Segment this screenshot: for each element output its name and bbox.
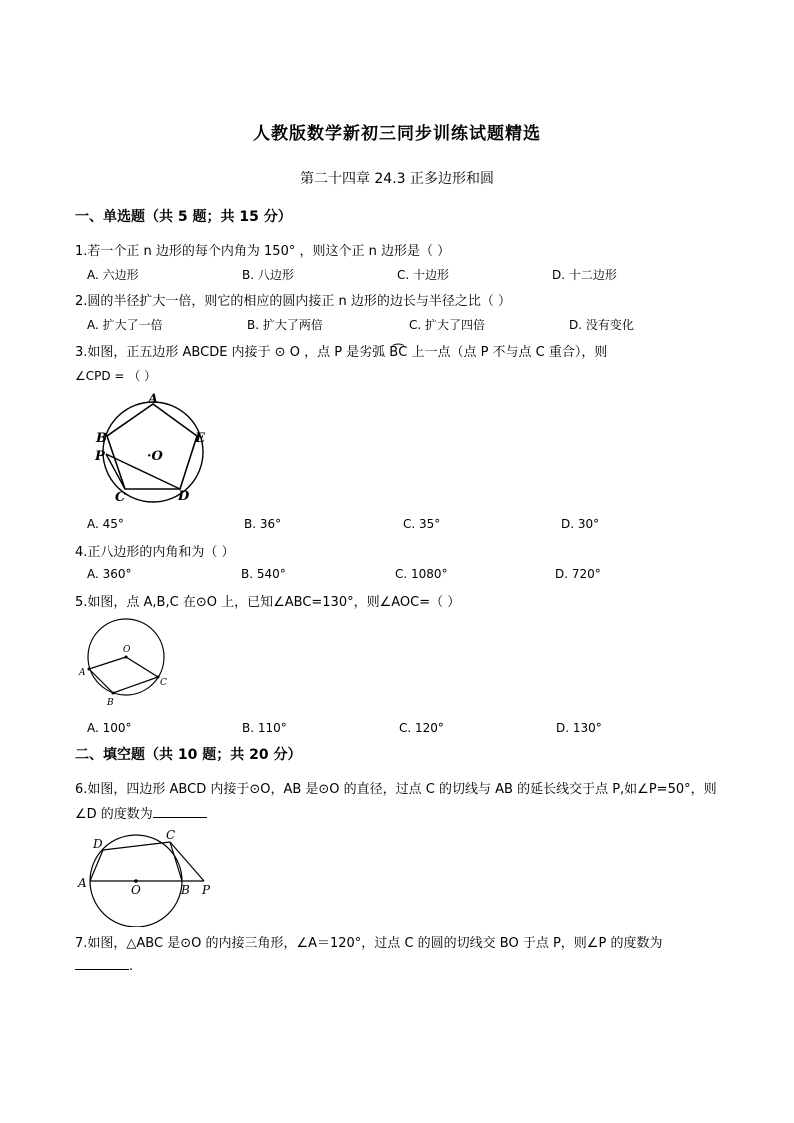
question-3-stem-line1: 3.如图，正五边形 ABCDE 内接于 ⊙ O ，点 P 是劣弧 B͡C 上一点（点 P 不与点 C 重合），则 <box>75 345 608 360</box>
q3-label-o: ·O <box>147 449 163 464</box>
question-4-option-a: A. 360° <box>87 567 132 581</box>
question-5-figure <box>76 612 176 708</box>
question-4-option-c: C. 1080° <box>395 567 448 581</box>
q6-label-o: O <box>131 883 141 897</box>
q3-label-a: A <box>148 392 159 407</box>
question-3-stem-line2: ∠CPD = （ ） <box>75 369 157 383</box>
question-2-stem: 2.圆的半径扩大一倍，则它的相应的圆内接正 n 边形的边长与半径之比（ ） <box>75 294 512 309</box>
question-1-stem: 1.若一个正 n 边形的每个内角为 150° ，则这个正 n 边形是（ ） <box>75 244 451 259</box>
q5-label-a: A <box>79 668 86 678</box>
q3-label-p: P <box>95 449 105 464</box>
question-4-stem: 4.正八边形的内角和为（ ） <box>75 545 235 560</box>
question-3-figure <box>82 390 217 505</box>
q6-label-c: C <box>166 828 176 842</box>
question-4-option-b: B. 540° <box>241 567 286 581</box>
question-2-option-d: D. 没有变化 <box>569 318 634 332</box>
section-heading-fill-in: 二、填空题（共 10 题；共 20 分） <box>75 747 302 763</box>
question-3-option-c: C. 35° <box>403 517 441 531</box>
question-6-answer-blank[interactable] <box>153 805 207 818</box>
q6-label-p: P <box>202 883 211 897</box>
question-2-option-c: C. 扩大了四倍 <box>409 318 486 332</box>
q5-segment-ab <box>89 669 113 693</box>
q6-label-d: D <box>93 837 103 851</box>
question-5-stem: 5.如图，点 A,B,C 在⊙O 上，已知∠ABC=130°，则∠AOC=（ ） <box>75 595 461 610</box>
question-1-option-c: C. 十边形 <box>397 268 450 282</box>
q5-label-b: B <box>107 698 114 708</box>
q5-segment-oa <box>89 657 126 669</box>
page-subtitle: 第二十四章 24.3 正多边形和圆 <box>299 171 495 187</box>
q6-segment-cb <box>170 842 182 881</box>
question-1-option-b: B. 八边形 <box>242 268 294 282</box>
question-6-stem-line2 <box>75 803 207 822</box>
question-2-option-b: B. 扩大了两倍 <box>247 318 323 332</box>
q3-label-d: D <box>178 489 190 504</box>
question-5-option-b: B. 110° <box>242 721 287 735</box>
question-5-option-c: C. 120° <box>399 721 444 735</box>
question-2-option-a: A. 扩大了一倍 <box>87 318 163 332</box>
q3-label-e: E <box>195 431 205 446</box>
q5-point-o <box>125 656 128 659</box>
q3-segment-pd <box>106 454 180 489</box>
question-6-stem-line1: 6.如图，四边形 ABCD 内接于⊙O，AB 是⊙O 的直径，过点 C 的切线与 AB 的延长线交于点 P,如∠P=50°，则 <box>75 782 717 797</box>
question-7-stem-line1: 7.如图，△ABC 是⊙O 的内接三角形，∠A＝120°，过点 C 的圆的切线交 BO 于点 P，则∠P 的度数为 <box>75 936 663 951</box>
question-6-figure <box>76 825 218 927</box>
question-3-option-a: A. 45° <box>87 517 124 531</box>
section-heading-single-choice: 一、单选题（共 5 题；共 15 分） <box>75 209 292 225</box>
question-7-answer-blank[interactable] <box>75 957 129 970</box>
q6-segment-cp <box>170 842 204 881</box>
q6-label-a: A <box>78 876 87 890</box>
q5-point-a <box>88 668 91 671</box>
question-5-option-a: A. 100° <box>87 721 132 735</box>
question-6-stem-text: ∠D 的度数为 <box>75 807 153 822</box>
question-3-option-d: D. 30° <box>561 517 600 531</box>
question-1-option-a: A. 六边形 <box>87 268 139 282</box>
question-4-option-d: D. 720° <box>555 567 601 581</box>
q3-label-c: C <box>115 490 126 505</box>
question-7-stem-line2 <box>75 957 133 974</box>
q5-segment-oc <box>126 657 158 677</box>
question-7-stem-tail: . <box>129 959 134 974</box>
question-3-option-b: B. 36° <box>244 517 282 531</box>
q6-segment-ad <box>90 850 103 881</box>
q5-point-b <box>112 692 115 695</box>
q3-label-b: B <box>96 431 107 446</box>
q6-segment-dc <box>103 842 170 850</box>
question-5-option-d: D. 130° <box>556 721 602 735</box>
q6-label-b: B <box>181 883 190 897</box>
q5-label-o: O <box>123 645 131 655</box>
question-1-option-d: D. 十二边形 <box>552 268 617 282</box>
q5-label-c: C <box>160 678 167 688</box>
page-title: 人教版数学新初三同步训练试题精选 <box>253 124 541 144</box>
